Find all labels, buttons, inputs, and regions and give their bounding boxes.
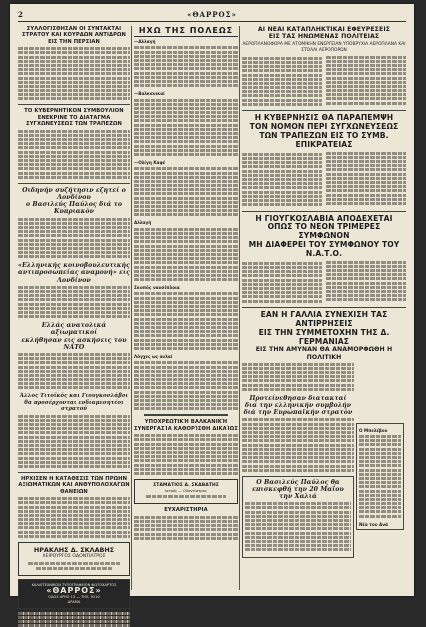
headline: ΕΙΣ ΤΗΝ ΑΜΥΝΑΝ ΘΑ ΑΝΑΜΟΡΦΩΘΗ Η ΠΟΛΙΤΙΚΗ (255, 346, 393, 361)
rubric: Λόγχες ως αυλαί (134, 353, 173, 359)
headline: ο Βασιλεύς Παύλος διά το Κυπριακόν (25, 201, 123, 216)
headline: ΣΥΛΛΟΓΙΣΘΗΣΑΝ ΟΙ ΣΥΝΤΑΚΤΑΙ ΣΤΡΑΤΟΥ ΚΑΙ ΚΟΥΡΔΩΝ ΑΝΤΙΔΡΩΝ ΕΙΣ ΤΗΝ ΠΕΡΣΙΑΝ (22, 26, 126, 45)
headline: ΑΙ ΝΕΑΙ ΚΑΤΑΠΛΗΚΤΙΚΑΙ ΕΦΕΥΡΕΣΕΙΣ (257, 26, 391, 33)
divider (144, 414, 228, 416)
article-body (134, 46, 238, 87)
article-body (134, 361, 238, 410)
article-body (242, 56, 406, 107)
article-body (18, 47, 130, 100)
headline: ΤΩΝ ΤΡΑΠΕΖΩΝ ΕΙΣ ΤΟ ΣΥΜΒ. ΕΠΙΚΡΑΤΕΙΑΣ (259, 131, 389, 149)
lower-right-main (242, 363, 354, 559)
ad-title: ΗΡΑΚΛΗΣ Δ. ΣΚΛΑΒΗΣ (33, 545, 115, 554)
advertisement-printing-house (18, 579, 130, 609)
advertisement-dentist (18, 542, 130, 576)
rubric: Σκοπός ναυσίπλοια (134, 285, 180, 291)
sidebar-footer: Νέα του Ανά (359, 521, 388, 527)
ad-subtitle: Ιατρός — Οδοντίατρος (165, 488, 207, 493)
headline: εκλήθησαν εις ασκήσεις του ΝΑΤΟ (21, 336, 127, 351)
masthead (18, 8, 406, 22)
headline: θα προσέρχονται ενδιαμεσητέοι στρατού (24, 399, 124, 413)
headline: ΕΑΝ Η ΓΑΛΛΙΑ ΣΥΝΕΧΙΣΗ ΤΑΣ ΑΝΤΙΡΡΗΣΕΙΣ (260, 310, 388, 328)
center-column (134, 26, 238, 590)
headline: ΟΠΩΣ ΤΟ ΝΕΟΝ ΤΡΙΜΕΡΕΣ ΣΥΜΦΩΝΟΝ (267, 222, 381, 241)
article-body (18, 612, 130, 627)
divider (18, 183, 130, 184)
divider (18, 472, 130, 473)
boxed-article (242, 476, 354, 559)
rubric: —Αλλαγή (134, 39, 156, 44)
headline: Ελλάς ανατολικά αξιωματικοί (41, 322, 107, 337)
ad-title: ΣΤΑΜΑΤΙΟΣ Δ. ΣΚΑΒΑΤΗΣ (153, 482, 219, 488)
article-body (134, 516, 238, 540)
article-body (134, 99, 238, 156)
article-body (245, 502, 351, 551)
ad-title: «ΘΑΡΡΟΣ» (46, 586, 102, 596)
article-body (134, 167, 238, 216)
headline: Άλλος Τιτοϊκός και Γιουγκοσλάβοι (19, 393, 129, 400)
ad-city: ΔΡΑΜΑ (67, 600, 81, 605)
right-column (242, 26, 406, 590)
headline: Προτείνεθησαν διατακταί (249, 394, 347, 402)
headline: Η ΚΥΒΕΡΝΗΣΙΣ ΘΑ ΠΑΡΑΠΕΜΨΗ (254, 113, 394, 123)
column-rule (131, 26, 132, 590)
newspaper-name: «ΘΑΡΡΟΣ» (187, 10, 237, 19)
article-body (18, 415, 130, 468)
article-body (134, 434, 238, 475)
column-rule (239, 26, 240, 590)
left-column (18, 26, 130, 605)
article-body (242, 363, 354, 391)
divider (242, 211, 406, 212)
ad-left-text: ΚΑΛΛΙΤΕΧΝΙΚΟΝ ΤΥΠΟΓΡΑΦΕΙΟΝ ΦΩΤΟΧΑΡΤΟΣ (31, 582, 117, 587)
headline: ΕΥΧΑΡΙΣΤΗΡΙΑ (164, 507, 208, 514)
subheadline: ΑΕΡΟΠΛΑΝΟΦΟΡΑ ΜΕ ΑΤΟΜΙΚΗΝ ΕΝΕΡΓΕΙΑΝ ΥΠΟΒΡΥΧΙΑ ΑΕΡΟΠΛΑΝΑ ΚΑΙ ΣΤΟΛΑΙ ΑΕΡΟΠΟΡΩΝ (242, 42, 406, 53)
sidebar-title: Ο Μπελέβου (359, 427, 388, 433)
newspaper-page (10, 4, 414, 605)
rubric: —Βαλκανικαί (134, 91, 165, 97)
lower-right-block (242, 363, 406, 559)
divider (242, 307, 406, 308)
headline: διά την Ευρωπαϊκήν στρατόν (243, 409, 353, 417)
headline: ΥΠΟΧΡΕΩΤΙΚΉ ΒΑΛΚΑΝΙΚΉ ΣΥΝΕΡΓΑΣΊΑ ΚΑΘΟΡΊΣΘΗ ΔΙΚΑΊΩΣ (134, 419, 238, 432)
headline: ΤΟΝ ΝΟΜΟΝ ΠΕΡΙ ΣΥΓΧΩΝΕΥΣΕΩΣ (249, 122, 399, 132)
headline: Ο Βασιλεύς Παύλος θα επισκεφθή την 20 Μαΐου την Χαλιά (252, 478, 344, 501)
headline: δια την ελληνικήν συμβολήν (244, 402, 352, 410)
sidebar-notice (356, 423, 404, 530)
headline: «Ελληνικής κοινοβουλευτικής αντιπροσωπείας αναμονή» εις Λονδίνον (18, 262, 130, 284)
article-body (242, 418, 354, 471)
headline: Η ΓΙΟΥΓΚΟΣΛΑΒΙΑ ΑΠΟΔΕΧΕΤΑΙ (255, 213, 393, 223)
divider (242, 110, 406, 111)
rubric: —Ολίγη Καφέ (134, 159, 166, 165)
article-body (18, 353, 130, 390)
rubric: Αλλαγή (134, 220, 152, 226)
column-title: ΗΧΩ ΤΗΣ ΠΟΛΕΩΣ (134, 26, 238, 37)
article-body (242, 152, 406, 207)
article-body (242, 261, 406, 303)
article-body (18, 130, 130, 179)
headline: ΕΙΣ ΤΗΝ ΣΥΜΜΕΤΟΧΗΝ ΤΗΣ Δ. ΓΕΡΜΑΝΙΑΣ (258, 327, 390, 346)
article-body (18, 497, 130, 538)
article-body (18, 286, 130, 318)
divider (18, 104, 130, 105)
article-body (18, 218, 130, 259)
article-body (134, 292, 238, 349)
headline: ΜΗ ΔΙΑΦΕΡΕΙ ΤΟΥ ΣΥΜΦΩΝΟΥ ΤΟΥ Ν.Α.Τ.Ο. (248, 240, 400, 258)
article-body (134, 228, 238, 281)
page-number: 2 (18, 10, 23, 19)
headline: ΤΟ ΚΥΒΕΡΝΗΤΙΚΟΝ ΣΥΜΒΟΥΛΙΟΝ ΕΝΕΚΡΙΝΕ ΤΟ ΔΙΑΤΑΓΜΑ ΣΥΓΧΩΝΕΥΣΕΩΣ ΤΩΝ ΤΡΑΠΕΖΩΝ (24, 108, 124, 128)
headline: ΕΙΣ ΤΑΣ ΗΝΩΜΕΝΑΣ ΠΟΛΙΤΕΙΑΣ (268, 33, 380, 41)
ad-address: ΟΔΟΣ ΑΡΗΣ 13 — ΤΗΛ. 9110 (48, 595, 100, 600)
ad-subtitle: ΧΕΙΡΟΥΡΓΟΣ ΟΔΟΝΤΙΑΤΡΟΣ (42, 553, 106, 559)
headline: ΗΡΧΙΣΕΝ Η ΚΑΤΑΘΕΣΙΣ ΤΩΝ ΠΡΩΗΝ ΑΞΙΩΜΑΤΙΚΩΝ ΚΑΙ ΑΝΘΥΠΟΛΟΧΑΓΩΝ ΘΑΝΕΙΩΝ (18, 475, 130, 495)
headline: Οιδηνήν συζήτησιν εζητεί ο Λονδίνου (22, 186, 126, 201)
advertisement-doctor (134, 479, 238, 505)
article-body (359, 435, 401, 518)
